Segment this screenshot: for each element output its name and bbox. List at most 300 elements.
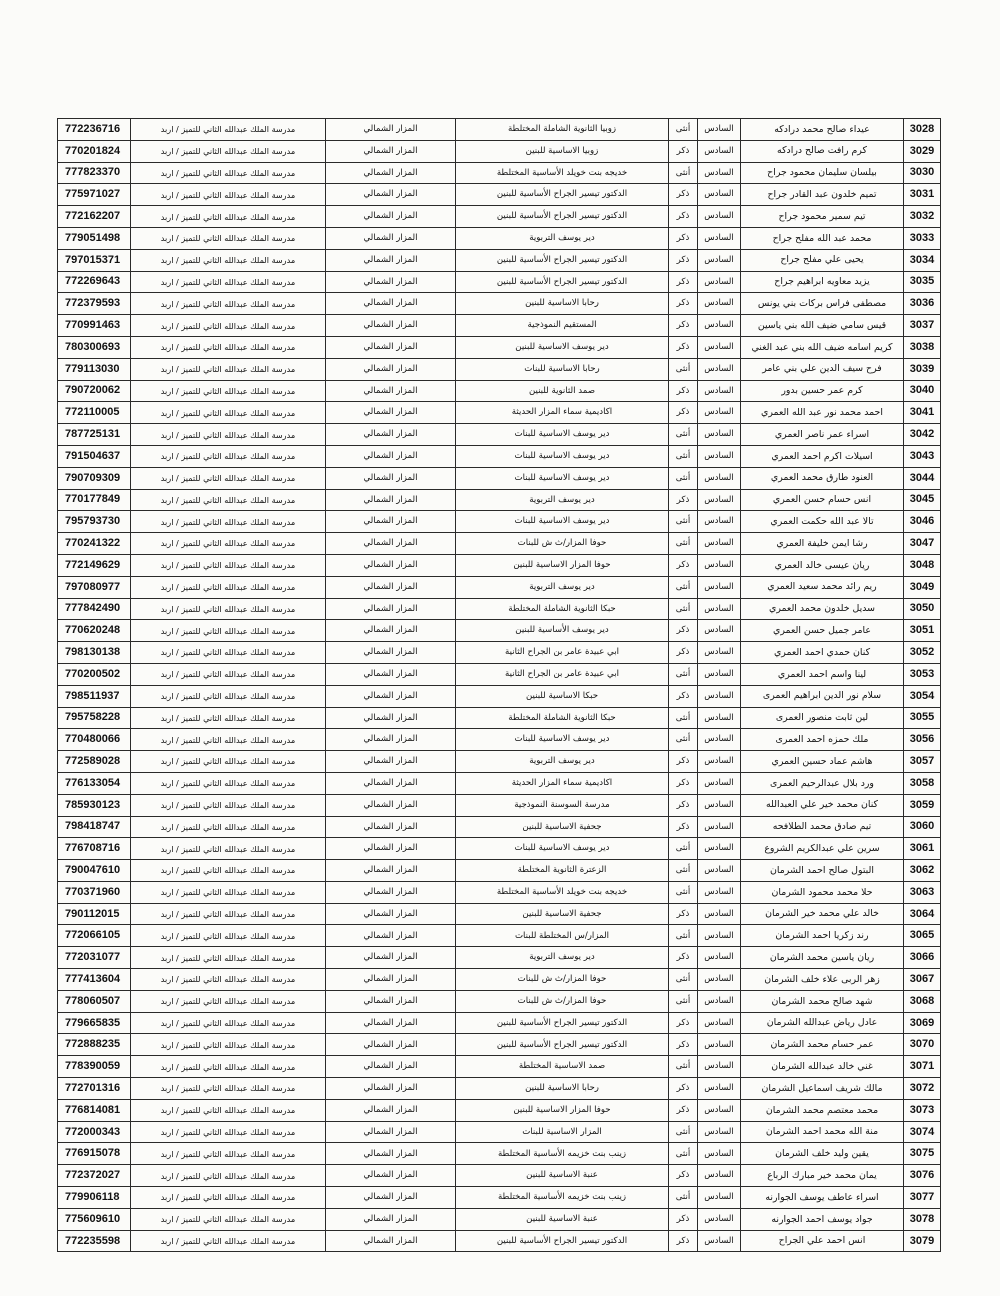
exam-center-cell: مدرسة الملك عبدالله الثاني للتميز / اربد (131, 271, 326, 293)
grade-cell: السادس (698, 903, 741, 925)
directorate-cell: المزار الشمالي (326, 445, 456, 467)
gender-cell: أنثى (669, 1121, 698, 1143)
directorate-cell: المزار الشمالي (326, 1012, 456, 1034)
directorate-cell: المزار الشمالي (326, 947, 456, 969)
exam-center-cell: مدرسة الملك عبدالله الثاني للتميز / اربد (131, 1056, 326, 1078)
exam-center-cell: مدرسة الملك عبدالله الثاني للتميز / اربد (131, 315, 326, 337)
table-row (58, 576, 941, 598)
table-row (58, 772, 941, 794)
gender-cell: ذكر (669, 271, 698, 293)
school-cell: دير يوسف الاساسية للبنات (456, 511, 669, 533)
school-cell: الدكتور تيسير الجراح الأساسية للبنين (456, 206, 669, 228)
student-name-cell: مالك شريف اسماعيل الشرمان (741, 1078, 904, 1100)
school-cell: رحابا الاساسية للبنين (456, 1078, 669, 1100)
school-cell: جحفية الاساسية للبنين (456, 903, 669, 925)
table-row (58, 642, 941, 664)
gender-cell: ذكر (669, 903, 698, 925)
student-name-cell: ريم رائد محمد سعيد العمري (741, 576, 904, 598)
gender-cell: أنثى (669, 707, 698, 729)
phone-number-cell: 772000343 (58, 1121, 131, 1143)
table-row (58, 1012, 941, 1034)
phone-number-cell: 798130138 (58, 642, 131, 664)
seq-number-cell: 3028 (904, 119, 941, 141)
table-row (58, 467, 941, 489)
gender-cell: ذكر (669, 554, 698, 576)
grade-cell: السادس (698, 140, 741, 162)
seq-number-cell: 3050 (904, 598, 941, 620)
gender-cell: أنثى (669, 358, 698, 380)
student-name-cell: يقين وليد خلف الشرمان (741, 1143, 904, 1165)
directorate-cell: المزار الشمالي (326, 162, 456, 184)
directorate-cell: المزار الشمالي (326, 685, 456, 707)
exam-center-cell: مدرسة الملك عبدالله الثاني للتميز / اربد (131, 511, 326, 533)
school-cell: خديجه بنت خويلد الأساسية المختلطة (456, 162, 669, 184)
directorate-cell: المزار الشمالي (326, 1165, 456, 1187)
seq-number-cell: 3044 (904, 467, 941, 489)
student-name-cell: يحيى علي مفلح جراح (741, 249, 904, 271)
student-name-cell: جواد يوسف احمد الجوارنه (741, 1208, 904, 1230)
exam-center-cell: مدرسة الملك عبدالله الثاني للتميز / اربد (131, 1034, 326, 1056)
table-row (58, 794, 941, 816)
grade-cell: السادس (698, 358, 741, 380)
grade-cell: السادس (698, 969, 741, 991)
grade-cell: السادس (698, 271, 741, 293)
phone-number-cell: 777842490 (58, 598, 131, 620)
phone-number-cell: 775971027 (58, 184, 131, 206)
gender-cell: ذكر (669, 336, 698, 358)
exam-center-cell: مدرسة الملك عبدالله الثاني للتميز / اربد (131, 772, 326, 794)
gender-cell: أنثى (669, 162, 698, 184)
gender-cell: ذكر (669, 794, 698, 816)
gender-cell: أنثى (669, 881, 698, 903)
gender-cell: أنثى (669, 533, 698, 555)
table-row (58, 140, 941, 162)
table-row (58, 1165, 941, 1187)
grade-cell: السادس (698, 707, 741, 729)
directorate-cell: المزار الشمالي (326, 336, 456, 358)
seq-number-cell: 3029 (904, 140, 941, 162)
school-cell: اكاديمية سماء المزار الحديثة (456, 402, 669, 424)
directorate-cell: المزار الشمالي (326, 1143, 456, 1165)
seq-number-cell: 3055 (904, 707, 941, 729)
table-row (58, 227, 941, 249)
exam-center-cell: مدرسة الملك عبدالله الثاني للتميز / اربد (131, 794, 326, 816)
exam-center-cell: مدرسة الملك عبدالله الثاني للتميز / اربد (131, 751, 326, 773)
exam-center-cell: مدرسة الملك عبدالله الثاني للتميز / اربد (131, 227, 326, 249)
gender-cell: أنثى (669, 1187, 698, 1209)
table-row (58, 249, 941, 271)
grade-cell: السادس (698, 751, 741, 773)
exam-center-cell: مدرسة الملك عبدالله الثاني للتميز / اربد (131, 445, 326, 467)
directorate-cell: المزار الشمالي (326, 598, 456, 620)
table-row (58, 402, 941, 424)
school-cell: زوبيا الاساسية للبنين (456, 140, 669, 162)
table-row (58, 1208, 941, 1230)
school-cell: دير يوسف الاساسية للبنات (456, 424, 669, 446)
grade-cell: السادس (698, 424, 741, 446)
seq-number-cell: 3062 (904, 860, 941, 882)
exam-center-cell: مدرسة الملك عبدالله الثاني للتميز / اربد (131, 642, 326, 664)
school-cell: الدكتور تيسير الجراح الأساسية للبنين (456, 1012, 669, 1034)
gender-cell: أنثى (669, 119, 698, 141)
school-cell: الدكتور تيسير الجراح الأساسية للبنين (456, 1230, 669, 1252)
student-name-cell: محمد معتصم محمد الشرمان (741, 1099, 904, 1121)
student-name-cell: قيس سامي ضيف الله بني ياسين (741, 315, 904, 337)
directorate-cell: المزار الشمالي (326, 533, 456, 555)
school-cell: دير يوسف التربوية (456, 751, 669, 773)
gender-cell: ذكر (669, 772, 698, 794)
phone-number-cell: 770991463 (58, 315, 131, 337)
grade-cell: السادس (698, 838, 741, 860)
gender-cell: ذكر (669, 816, 698, 838)
seq-number-cell: 3030 (904, 162, 941, 184)
grade-cell: السادس (698, 1187, 741, 1209)
school-cell: الزعترة الثانوية المختلطة (456, 860, 669, 882)
grade-cell: السادس (698, 489, 741, 511)
seq-number-cell: 3079 (904, 1230, 941, 1252)
gender-cell: ذكر (669, 685, 698, 707)
exam-center-cell: مدرسة الملك عبدالله الثاني للتميز / اربد (131, 969, 326, 991)
phone-number-cell: 795758228 (58, 707, 131, 729)
grade-cell: السادس (698, 772, 741, 794)
student-name-cell: رشا ايمن خليفة العمري (741, 533, 904, 555)
phone-number-cell: 770177849 (58, 489, 131, 511)
school-cell: صمد الاساسية المختلطة (456, 1056, 669, 1078)
gender-cell: ذكر (669, 249, 698, 271)
school-cell: دير يوسف التربوية (456, 489, 669, 511)
table-row (58, 119, 941, 141)
exam-center-cell: مدرسة الملك عبدالله الثاني للتميز / اربد (131, 838, 326, 860)
grade-cell: السادس (698, 1208, 741, 1230)
table-row (58, 663, 941, 685)
exam-center-cell: مدرسة الملك عبدالله الثاني للتميز / اربد (131, 598, 326, 620)
phone-number-cell: 770620248 (58, 620, 131, 642)
school-cell: مدرسة السوسنة النموذجية (456, 794, 669, 816)
table-row (58, 969, 941, 991)
gender-cell: أنثى (669, 990, 698, 1012)
grade-cell: السادس (698, 445, 741, 467)
student-name-cell: حلا محمد محمود الشرمان (741, 881, 904, 903)
seq-number-cell: 3031 (904, 184, 941, 206)
seq-number-cell: 3042 (904, 424, 941, 446)
directorate-cell: المزار الشمالي (326, 925, 456, 947)
seq-number-cell: 3075 (904, 1143, 941, 1165)
directorate-cell: المزار الشمالي (326, 554, 456, 576)
exam-center-cell: مدرسة الملك عبدالله الثاني للتميز / اربد (131, 1143, 326, 1165)
gender-cell: أنثى (669, 467, 698, 489)
table-row (58, 598, 941, 620)
seq-number-cell: 3073 (904, 1099, 941, 1121)
phone-number-cell: 797080977 (58, 576, 131, 598)
directorate-cell: المزار الشمالي (326, 576, 456, 598)
seq-number-cell: 3037 (904, 315, 941, 337)
phone-number-cell: 772269643 (58, 271, 131, 293)
directorate-cell: المزار الشمالي (326, 1230, 456, 1252)
exam-center-cell: مدرسة الملك عبدالله الثاني للتميز / اربد (131, 620, 326, 642)
directorate-cell: المزار الشمالي (326, 1187, 456, 1209)
table-row (58, 206, 941, 228)
phone-number-cell: 778060507 (58, 990, 131, 1012)
seq-number-cell: 3036 (904, 293, 941, 315)
gender-cell: أنثى (669, 663, 698, 685)
grade-cell: السادس (698, 1165, 741, 1187)
grade-cell: السادس (698, 990, 741, 1012)
student-name-cell: غني خالد عبدالله الشرمان (741, 1056, 904, 1078)
student-name-cell: ريان عيسى خالد العمري (741, 554, 904, 576)
exam-center-cell: مدرسة الملك عبدالله الثاني للتميز / اربد (131, 729, 326, 751)
table-row (58, 925, 941, 947)
phone-number-cell: 797015371 (58, 249, 131, 271)
gender-cell: ذكر (669, 1012, 698, 1034)
directorate-cell: المزار الشمالي (326, 816, 456, 838)
directorate-cell: المزار الشمالي (326, 119, 456, 141)
directorate-cell: المزار الشمالي (326, 990, 456, 1012)
table-row (58, 380, 941, 402)
seq-number-cell: 3065 (904, 925, 941, 947)
table-row (58, 1034, 941, 1056)
school-cell: الدكتور تيسير الجراح الأساسية للبنين (456, 271, 669, 293)
school-cell: دير يوسف الاساسية للبنات (456, 729, 669, 751)
seq-number-cell: 3078 (904, 1208, 941, 1230)
directorate-cell: المزار الشمالي (326, 293, 456, 315)
gender-cell: ذكر (669, 947, 698, 969)
grade-cell: السادس (698, 315, 741, 337)
student-name-cell: مصطفى فراس بركات بني يونس (741, 293, 904, 315)
seq-number-cell: 3061 (904, 838, 941, 860)
phone-number-cell: 790047610 (58, 860, 131, 882)
seq-number-cell: 3064 (904, 903, 941, 925)
phone-number-cell: 776915078 (58, 1143, 131, 1165)
table-row (58, 751, 941, 773)
exam-center-cell: مدرسة الملك عبدالله الثاني للتميز / اربد (131, 1121, 326, 1143)
school-cell: زينب بنت خزيمه الأساسية المختلطة (456, 1143, 669, 1165)
grade-cell: السادس (698, 576, 741, 598)
exam-center-cell: مدرسة الملك عبدالله الثاني للتميز / اربد (131, 1012, 326, 1034)
directorate-cell: المزار الشمالي (326, 511, 456, 533)
phone-number-cell: 772110005 (58, 402, 131, 424)
gender-cell: ذكر (669, 620, 698, 642)
student-name-cell: تميم خلدون عبد القادر جراح (741, 184, 904, 206)
student-name-cell: ورد بلال عبدالرحيم العمرى (741, 772, 904, 794)
table-row (58, 489, 941, 511)
exam-center-cell: مدرسة الملك عبدالله الثاني للتميز / اربد (131, 184, 326, 206)
directorate-cell: المزار الشمالي (326, 271, 456, 293)
phone-number-cell: 770201824 (58, 140, 131, 162)
gender-cell: أنثى (669, 576, 698, 598)
phone-number-cell: 770241322 (58, 533, 131, 555)
directorate-cell: المزار الشمالي (326, 358, 456, 380)
exam-center-cell: مدرسة الملك عبدالله الثاني للتميز / اربد (131, 467, 326, 489)
student-name-cell: بيلسان سليمان محمود جراح (741, 162, 904, 184)
exam-center-cell: مدرسة الملك عبدالله الثاني للتميز / اربد (131, 947, 326, 969)
phone-number-cell: 779051498 (58, 227, 131, 249)
phone-number-cell: 776133054 (58, 772, 131, 794)
school-cell: الدكتور تيسير الجراح الأساسية للبنين (456, 184, 669, 206)
gender-cell: أنثى (669, 838, 698, 860)
phone-number-cell: 798418747 (58, 816, 131, 838)
phone-number-cell: 772066105 (58, 925, 131, 947)
student-name-cell: عامر جميل حسن العمري (741, 620, 904, 642)
seq-number-cell: 3040 (904, 380, 941, 402)
grade-cell: السادس (698, 685, 741, 707)
seq-number-cell: 3047 (904, 533, 941, 555)
grade-cell: السادس (698, 794, 741, 816)
school-cell: زينب بنت خزيمه الأساسية المختلطة (456, 1187, 669, 1209)
table-row (58, 816, 941, 838)
student-name-cell: اسيلات اكرم احمد العمري (741, 445, 904, 467)
phone-number-cell: 772235598 (58, 1230, 131, 1252)
grade-cell: السادس (698, 881, 741, 903)
table-row (58, 1143, 941, 1165)
directorate-cell: المزار الشمالي (326, 903, 456, 925)
table-row (58, 881, 941, 903)
student-name-cell: عمر حسام محمد الشرمان (741, 1034, 904, 1056)
phone-number-cell: 790720062 (58, 380, 131, 402)
gender-cell: ذكر (669, 315, 698, 337)
table-row (58, 271, 941, 293)
grade-cell: السادس (698, 1012, 741, 1034)
seq-number-cell: 3052 (904, 642, 941, 664)
student-name-cell: تالا عبد الله حكمت العمري (741, 511, 904, 533)
seq-number-cell: 3033 (904, 227, 941, 249)
student-list-table (57, 118, 941, 1252)
student-name-cell: لينا واسم احمد العمري (741, 663, 904, 685)
grade-cell: السادس (698, 206, 741, 228)
table-row (58, 990, 941, 1012)
school-cell: ابي عبيدة عامر بن الجراح الثانية (456, 663, 669, 685)
directorate-cell: المزار الشمالي (326, 642, 456, 664)
table-row (58, 1078, 941, 1100)
directorate-cell: المزار الشمالي (326, 402, 456, 424)
directorate-cell: المزار الشمالي (326, 206, 456, 228)
directorate-cell: المزار الشمالي (326, 860, 456, 882)
seq-number-cell: 3063 (904, 881, 941, 903)
grade-cell: السادس (698, 511, 741, 533)
exam-center-cell: مدرسة الملك عبدالله الثاني للتميز / اربد (131, 380, 326, 402)
table-row (58, 336, 941, 358)
seq-number-cell: 3051 (904, 620, 941, 642)
school-cell: دير يوسف الأساسية للبنين (456, 620, 669, 642)
seq-number-cell: 3074 (904, 1121, 941, 1143)
directorate-cell: المزار الشمالي (326, 1208, 456, 1230)
school-cell: دير يوسف التربوية (456, 947, 669, 969)
phone-number-cell: 777413604 (58, 969, 131, 991)
student-name-cell: فرح سيف الدين علي بني عامر (741, 358, 904, 380)
table-row (58, 903, 941, 925)
gender-cell: أنثى (669, 511, 698, 533)
grade-cell: السادس (698, 620, 741, 642)
phone-number-cell: 785930123 (58, 794, 131, 816)
grade-cell: السادس (698, 336, 741, 358)
phone-number-cell: 787725131 (58, 424, 131, 446)
grade-cell: السادس (698, 119, 741, 141)
gender-cell: ذكر (669, 206, 698, 228)
exam-center-cell: مدرسة الملك عبدالله الثاني للتميز / اربد (131, 533, 326, 555)
directorate-cell: المزار الشمالي (326, 729, 456, 751)
exam-center-cell: مدرسة الملك عبدالله الثاني للتميز / اربد (131, 402, 326, 424)
seq-number-cell: 3049 (904, 576, 941, 598)
school-cell: دير يوسف التربوية (456, 227, 669, 249)
seq-number-cell: 3048 (904, 554, 941, 576)
school-cell: دير يوسف التربوية (456, 576, 669, 598)
student-name-cell: انس احمد علي الجراح (741, 1230, 904, 1252)
school-cell: دير يوسف الاساسية للبنات (456, 445, 669, 467)
table-row (58, 1230, 941, 1252)
school-cell: رحابا الاساسية للبنين (456, 293, 669, 315)
exam-center-cell: مدرسة الملك عبدالله الثاني للتميز / اربد (131, 816, 326, 838)
grade-cell: السادس (698, 249, 741, 271)
seq-number-cell: 3077 (904, 1187, 941, 1209)
seq-number-cell: 3058 (904, 772, 941, 794)
gender-cell: ذكر (669, 1099, 698, 1121)
phone-number-cell: 775609610 (58, 1208, 131, 1230)
student-name-cell: زهر الربى علاء خلف الشرمان (741, 969, 904, 991)
exam-center-cell: مدرسة الملك عبدالله الثاني للتميز / اربد (131, 1078, 326, 1100)
phone-number-cell: 772701316 (58, 1078, 131, 1100)
table-row (58, 315, 941, 337)
directorate-cell: المزار الشمالي (326, 1121, 456, 1143)
directorate-cell: المزار الشمالي (326, 1056, 456, 1078)
grade-cell: السادس (698, 184, 741, 206)
school-cell: زوبيا الثانوية الشاملة المختلطة (456, 119, 669, 141)
student-name-cell: لين ثابت منصور العمرى (741, 707, 904, 729)
seq-number-cell: 3068 (904, 990, 941, 1012)
table-row (58, 184, 941, 206)
phone-number-cell: 779113030 (58, 358, 131, 380)
gender-cell: ذكر (669, 1078, 698, 1100)
student-name-cell: كنان محمد خير علي العبدالله (741, 794, 904, 816)
gender-cell: أنثى (669, 925, 698, 947)
gender-cell: أنثى (669, 424, 698, 446)
student-name-cell: يزيد معاويه ابراهيم جراح (741, 271, 904, 293)
school-cell: جحفية الاساسية للبنين (456, 816, 669, 838)
table-row (58, 1187, 941, 1209)
table-row (58, 293, 941, 315)
grade-cell: السادس (698, 467, 741, 489)
student-name-cell: خالد علي محمد خير الشرمان (741, 903, 904, 925)
gender-cell: ذكر (669, 402, 698, 424)
seq-number-cell: 3059 (904, 794, 941, 816)
gender-cell: ذكر (669, 227, 698, 249)
seq-number-cell: 3069 (904, 1012, 941, 1034)
grade-cell: السادس (698, 1230, 741, 1252)
exam-center-cell: مدرسة الملك عبدالله الثاني للتميز / اربد (131, 860, 326, 882)
phone-number-cell: 770480066 (58, 729, 131, 751)
seq-number-cell: 3066 (904, 947, 941, 969)
school-cell: صمد الثانوية للبنين (456, 380, 669, 402)
exam-center-cell: مدرسة الملك عبدالله الثاني للتميز / اربد (131, 293, 326, 315)
student-name-cell: سلام نور الدين ابراهيم العمرى (741, 685, 904, 707)
table-row (58, 162, 941, 184)
student-name-cell: اسراء عاطف يوسف الجوارنه (741, 1187, 904, 1209)
directorate-cell: المزار الشمالي (326, 140, 456, 162)
exam-center-cell: مدرسة الملك عبدالله الثاني للتميز / اربد (131, 685, 326, 707)
student-name-cell: كرم عمر حسين بدور (741, 380, 904, 402)
table-row (58, 707, 941, 729)
table-row (58, 685, 941, 707)
seq-number-cell: 3060 (904, 816, 941, 838)
gender-cell: أنثى (669, 598, 698, 620)
seq-number-cell: 3070 (904, 1034, 941, 1056)
phone-number-cell: 798511937 (58, 685, 131, 707)
exam-center-cell: مدرسة الملك عبدالله الثاني للتميز / اربد (131, 162, 326, 184)
table-row (58, 554, 941, 576)
school-cell: دير يوسف الاساسية للبنات (456, 838, 669, 860)
directorate-cell: المزار الشمالي (326, 751, 456, 773)
gender-cell: ذكر (669, 751, 698, 773)
table-row (58, 620, 941, 642)
exam-center-cell: مدرسة الملك عبدالله الثاني للتميز / اربد (131, 707, 326, 729)
